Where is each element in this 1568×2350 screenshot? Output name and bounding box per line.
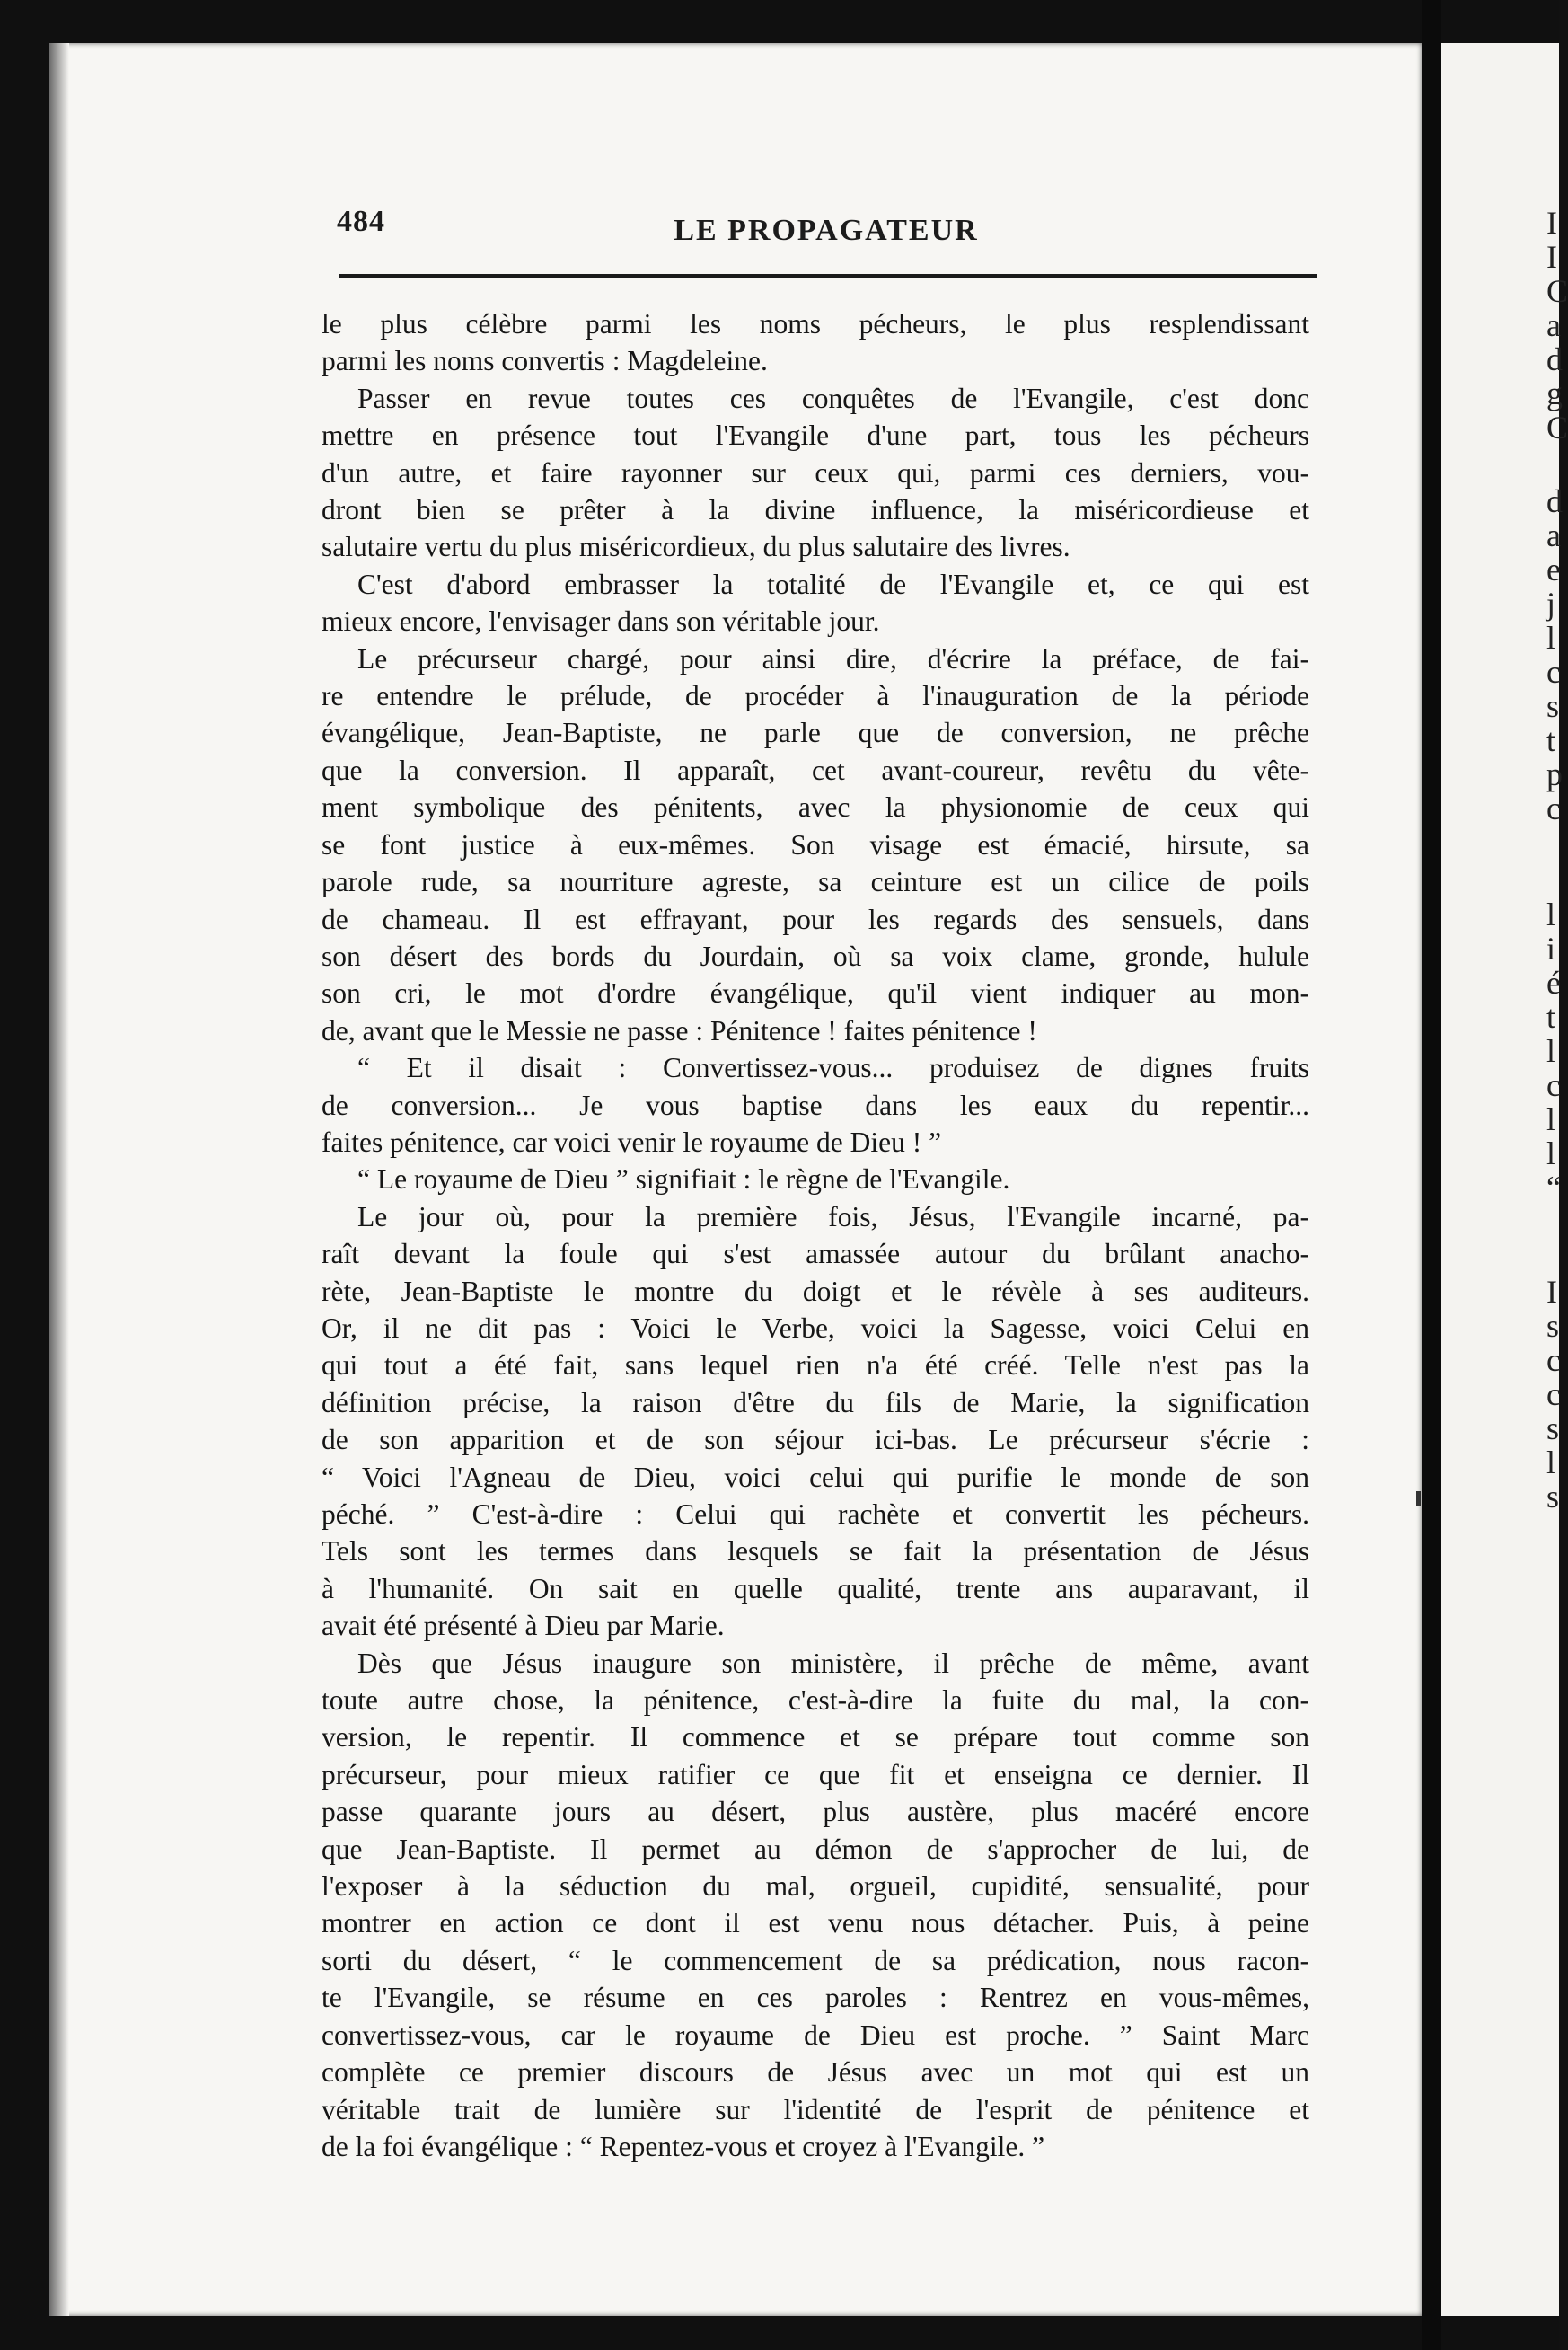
facing-page-fragment: p bbox=[1546, 756, 1563, 792]
facing-page-fragment: é bbox=[1546, 965, 1561, 1001]
text-line: salutaire vertu du plus miséricordieux, du plus salutaire des livres. bbox=[322, 531, 1070, 563]
facing-page-fragment: l bbox=[1546, 1444, 1556, 1480]
facing-page-fragment: c bbox=[1546, 1342, 1561, 1378]
binding-shadow bbox=[49, 43, 69, 2316]
facing-page-fragment: c bbox=[1546, 654, 1561, 690]
text-line: de son apparition et de son séjour ici-bas. Le précurseur s'écrie : bbox=[322, 1424, 1309, 1456]
text-line: Le jour où, pour la première fois, Jésus, l'Evangile incarné, pa- bbox=[357, 1200, 1309, 1232]
text-line: se font justice à eux-mêmes. Son visage est émacié, hirsute, sa bbox=[322, 828, 1309, 861]
facing-page-fragment: s bbox=[1546, 688, 1560, 724]
text-line: de chameau. Il est effrayant, pour les regards des sensuels, dans bbox=[322, 903, 1309, 935]
text-line: parmi les noms convertis : Magdeleine. bbox=[322, 345, 768, 377]
facing-page-fragment: s bbox=[1546, 1308, 1560, 1344]
text-line: mettre en présence tout l'Evangile d'une part, tous les pécheurs bbox=[322, 420, 1309, 452]
facing-page-fragment: l bbox=[1546, 1101, 1556, 1137]
facing-page-fragment: c bbox=[1546, 1376, 1561, 1412]
text-line: que Jean-Baptiste. Il permet au démon de s'approcher de lui, de bbox=[322, 1833, 1309, 1865]
facing-page-fragment: d bbox=[1546, 483, 1563, 519]
text-line: d'un autre, et faire rayonner sur ceux qui, parmi ces derniers, vou- bbox=[322, 456, 1309, 489]
text-line: définition précise, la raison d'être du fils de Marie, la signification bbox=[322, 1386, 1309, 1418]
text-line: à l'humanité. On sait en quelle qualité, trente ans auparavant, il bbox=[322, 1572, 1309, 1604]
facing-page-fragment: I bbox=[1546, 1274, 1557, 1310]
facing-page-fragment: e bbox=[1546, 552, 1561, 588]
text-line: “ Le royaume de Dieu ” signifiait : le règne de l'Evangile. bbox=[357, 1163, 1010, 1196]
facing-page-fragment: c bbox=[1546, 791, 1561, 826]
page-header bbox=[337, 205, 1316, 259]
header-rule bbox=[339, 274, 1317, 278]
text-line: passe quarante jours au désert, plus austère, plus macéré encore bbox=[322, 1796, 1309, 1828]
text-line: montrer en action ce dont il est venu nous détacher. Puis, à peine bbox=[322, 1907, 1309, 1939]
text-line: Passer en revue toutes ces conquêtes de l'Evangile, c'est donc bbox=[357, 382, 1309, 414]
facing-page-fragment: I bbox=[1546, 205, 1557, 241]
text-line: “ Voici l'Agneau de Dieu, voici celui qui purifie le monde de son bbox=[322, 1461, 1309, 1493]
facing-page-fragment: j bbox=[1546, 586, 1556, 622]
text-line: précurseur, pour mieux ratifier ce que fit et enseigna ce dernier. Il bbox=[322, 1758, 1309, 1790]
text-line: sorti du désert, “ le commencement de sa prédication, nous racon- bbox=[322, 1944, 1309, 1976]
text-line: dront bien se prêter à la divine influence, la miséricordieuse et bbox=[322, 494, 1309, 526]
text-line: évangélique, Jean-Baptiste, ne parle que de conversion, ne prêche bbox=[322, 717, 1309, 749]
text-line: te l'Evangile, se résume en ces paroles : Rentrez en vous-mêmes, bbox=[322, 1982, 1309, 2014]
facing-page bbox=[1441, 43, 1568, 2316]
text-line: de la foi évangélique : “ Repentez-vous et croyez à l'Evangile. ” bbox=[322, 2130, 1045, 2162]
page-edge-mark bbox=[1416, 1491, 1421, 1506]
text-line: “ Et il disait : Convertissez-vous... produisez de dignes fruits bbox=[357, 1052, 1309, 1084]
text-line: ment symbolique des pénitents, avec la physionomie de ceux qui bbox=[322, 791, 1309, 824]
text-line: son cri, le mot d'ordre évangélique, qu'il vient indiquer au mon- bbox=[322, 977, 1309, 1010]
text-line: l'exposer à la séduction du mal, orgueil, cupidité, sensualité, pour bbox=[322, 1870, 1309, 1903]
text-line: son désert des bords du Jourdain, où sa voix clame, gronde, hulule bbox=[322, 940, 1309, 972]
text-line: convertissez-vous, car le royaume de Dieu est proche. ” Saint Marc bbox=[322, 2019, 1309, 2051]
text-line: rète, Jean-Baptiste le montre du doigt et le révèle à ses auditeurs. bbox=[322, 1275, 1309, 1307]
running-title: LE PROPAGATEUR bbox=[674, 214, 979, 247]
facing-page-fragment: i bbox=[1546, 931, 1556, 967]
text-line: qui tout a été fait, sans lequel rien n'a été créé. Telle n'est pas la bbox=[322, 1349, 1309, 1382]
facing-page-fragment: l bbox=[1546, 620, 1556, 656]
body-text bbox=[322, 305, 1309, 2165]
text-line: parole rude, sa nourriture agreste, sa ceinture est un cilice de poils bbox=[322, 866, 1309, 898]
text-line: toute autre chose, la pénitence, c'est-à-dire la fuite du mal, la con- bbox=[322, 1684, 1309, 1717]
text-line: faites pénitence, car voici venir le royaume de Dieu ! ” bbox=[322, 1126, 942, 1158]
text-line: version, le repentir. Il commence et se prépare tout comme son bbox=[322, 1721, 1309, 1754]
text-line: complète ce premier discours de Jésus avec un mot qui est un bbox=[322, 2056, 1309, 2089]
facing-page-fragment: a bbox=[1546, 307, 1561, 343]
facing-page-fragment: t bbox=[1546, 722, 1556, 758]
facing-page-fragment: l bbox=[1546, 897, 1556, 932]
text-line: raît devant la foule qui s'est amassée autour du brûlant anacho- bbox=[322, 1238, 1309, 1270]
text-line: péché. ” C'est-à-dire : Celui qui rachète et convertit les pécheurs. bbox=[322, 1498, 1309, 1530]
text-line: C'est d'abord embrasser la totalité de l'Evangile et, ce qui est bbox=[357, 568, 1309, 600]
text-line: avait été présenté à Dieu par Marie. bbox=[322, 1610, 725, 1642]
facing-page-fragment: c bbox=[1546, 1067, 1561, 1103]
text-line: Or, il ne dit pas : Voici le Verbe, voici la Sagesse, voici Celui en bbox=[322, 1312, 1309, 1344]
text-line: Le précurseur chargé, pour ainsi dire, d'écrire la préface, de fai- bbox=[357, 642, 1309, 675]
facing-page-fragment: C bbox=[1546, 410, 1568, 446]
text-line: véritable trait de lumière sur l'identité de l'esprit de pénitence et bbox=[322, 2093, 1309, 2125]
facing-page-fragment: s bbox=[1546, 1479, 1560, 1515]
text-line: Dès que Jésus inaugure son ministère, il prêche de même, avant bbox=[357, 1647, 1309, 1679]
facing-page-fragment: g bbox=[1546, 375, 1563, 411]
facing-page-fragment: s bbox=[1546, 1410, 1560, 1446]
text-line: de, avant que le Messie ne passe : Pénitence ! faites pénitence ! bbox=[322, 1014, 1037, 1047]
text-line: de conversion... Je vous baptise dans les eaux du repentir... bbox=[322, 1089, 1309, 1121]
facing-page-fragment: I bbox=[1546, 239, 1557, 275]
text-line: que la conversion. Il apparaît, cet avant-coureur, revêtu du vête- bbox=[322, 754, 1309, 786]
page-number: 484 bbox=[337, 205, 385, 238]
facing-page-fragment: a bbox=[1546, 517, 1561, 553]
text-line: Tels sont les termes dans lesquels se fait la présentation de Jésus bbox=[322, 1535, 1309, 1568]
text-line: le plus célèbre parmi les noms pécheurs, le plus resplendissant bbox=[322, 308, 1309, 340]
text-line: mieux encore, l'envisager dans son véritable jour. bbox=[322, 605, 880, 638]
text-line: re entendre le prélude, de procéder à l'inauguration de la période bbox=[322, 680, 1309, 712]
facing-page-fragment: “ bbox=[1546, 1170, 1561, 1206]
facing-page-fragment: d bbox=[1546, 341, 1563, 377]
facing-page-fragment: t bbox=[1546, 999, 1556, 1035]
facing-page-fragment: l bbox=[1546, 1033, 1556, 1069]
facing-page-fragment: l bbox=[1546, 1135, 1556, 1171]
gutter-divider bbox=[1422, 0, 1441, 2350]
facing-page-fragment: C bbox=[1546, 273, 1568, 309]
